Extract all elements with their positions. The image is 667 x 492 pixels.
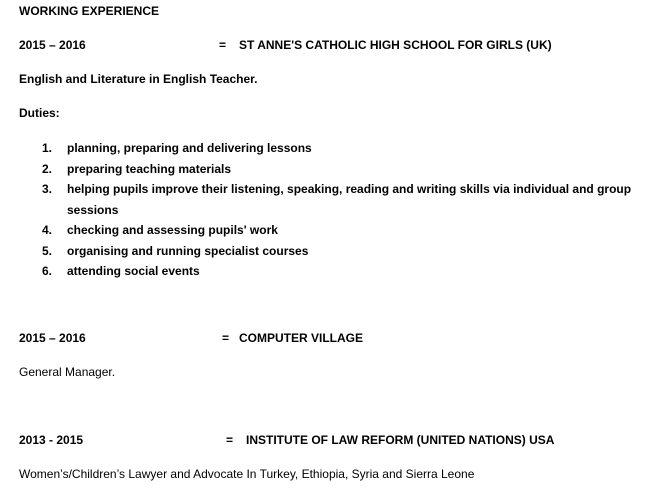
duty-text: attending social events [67, 264, 200, 278]
duty-number: 6. [42, 264, 53, 278]
job-1-dates: 2015 – 2016 [19, 38, 86, 52]
job-2-role: General Manager. [19, 365, 116, 379]
job-2-dates: 2015 – 2016 [19, 331, 86, 345]
duty-text: organising and running specialist courses [67, 243, 309, 258]
duty-item [42, 261, 652, 282]
duty-number: 1. [42, 141, 53, 155]
job-3-dates: 2013 - 2015 [19, 433, 84, 447]
job-2-separator: = [222, 331, 230, 345]
duty-number: 4. [42, 223, 53, 237]
duty-item [42, 159, 652, 180]
duties-list [42, 138, 652, 282]
section-title: WORKING EXPERIENCE [19, 4, 160, 18]
duty-number: 3. [42, 182, 53, 196]
duty-text: helping pupils improve their listening, speaking, reading and writing skills via individual and group sessions [67, 182, 632, 217]
duty-text: checking and assessing pupils' work [67, 223, 278, 237]
duty-text: preparing teaching materials [67, 161, 232, 176]
job-3-role: Women’s/Children’s Lawyer and Advocate In Turkey, Ethiopia, Syria and Sierra Leone [19, 467, 475, 481]
duty-item [42, 138, 652, 159]
job-1-role: English and Literature in English Teacher. [19, 72, 258, 86]
duties-label: Duties: [19, 106, 60, 120]
job-1-separator: = [219, 38, 227, 52]
duty-text: planning, preparing and delivering lessons [67, 141, 312, 155]
job-3-employer: INSTITUTE OF LAW REFORM (UNITED NATIONS) USA [246, 433, 555, 447]
duty-item [42, 179, 652, 220]
job-3-separator: = [226, 433, 234, 447]
duty-number: 5. [42, 243, 53, 258]
job-2-employer: COMPUTER VILLAGE [239, 331, 364, 345]
duty-number: 2. [42, 161, 53, 176]
duty-item [42, 241, 652, 262]
job-1-employer: ST ANNE'S CATHOLIC HIGH SCHOOL FOR GIRLS (UK) [239, 38, 552, 52]
duty-item [42, 220, 652, 241]
